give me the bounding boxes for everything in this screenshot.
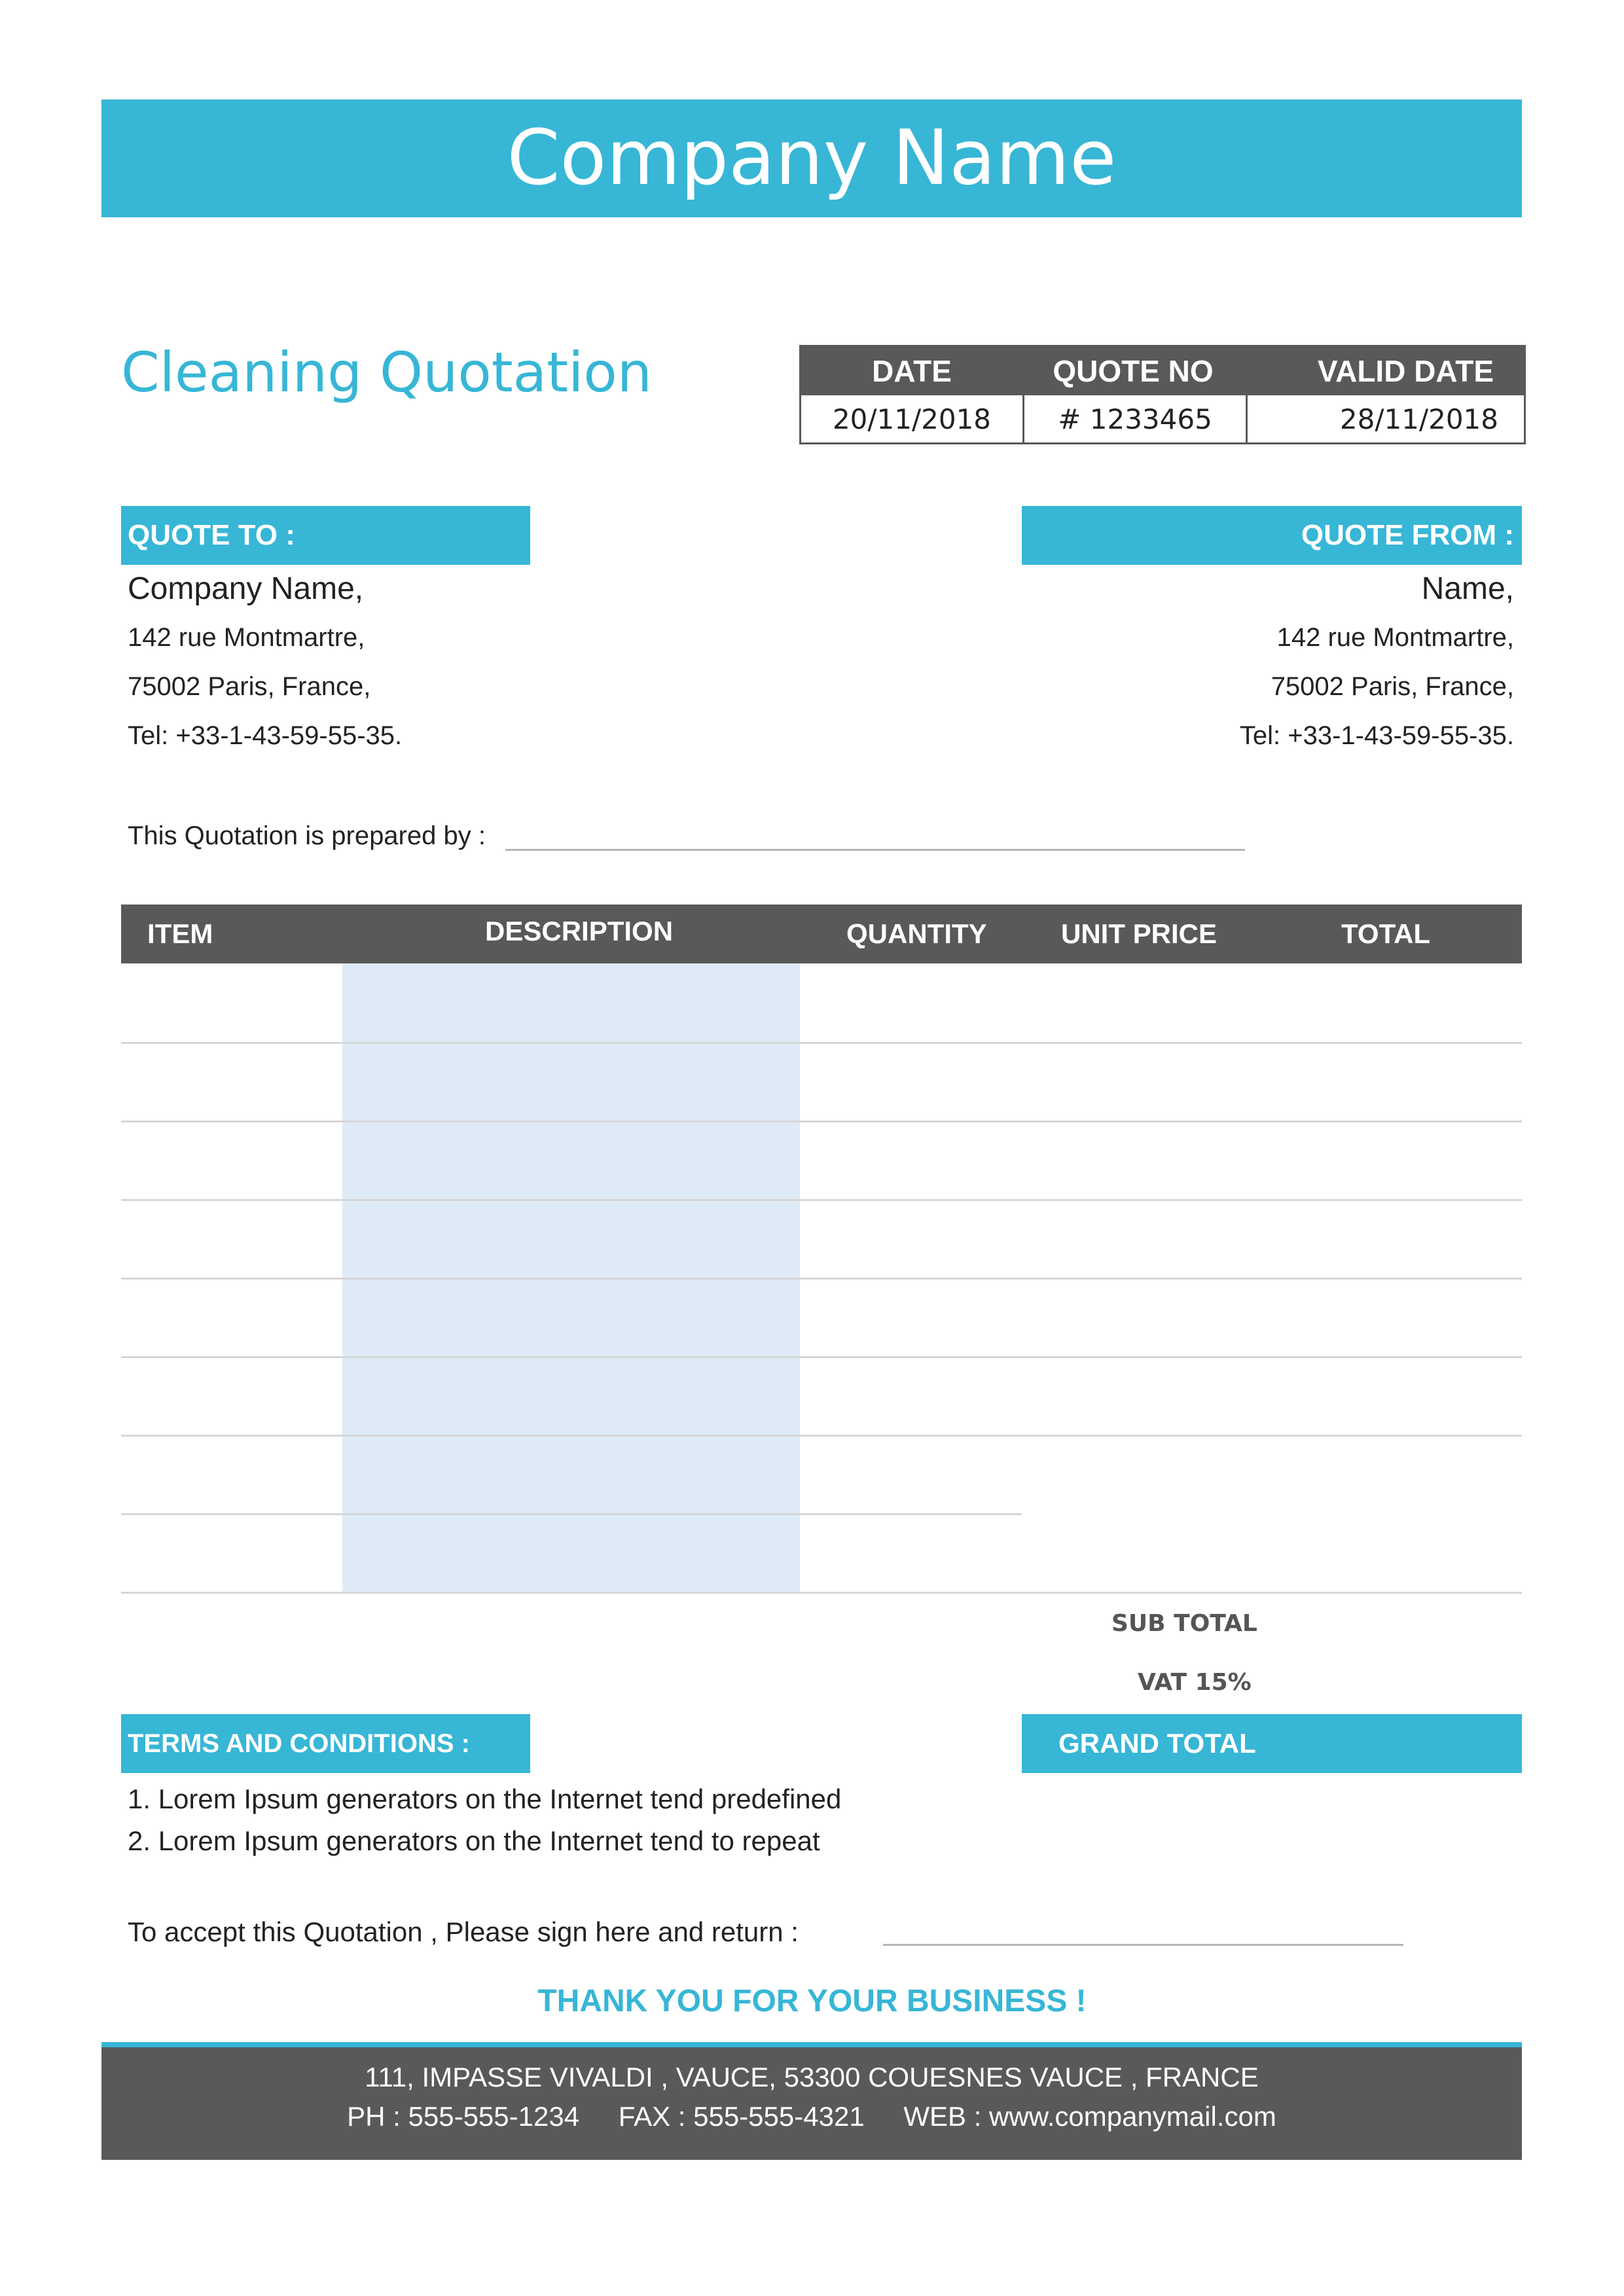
grand-total-label: GRAND TOTAL [1022,1714,1522,1773]
document-title: Cleaning Quotation [121,340,653,404]
footer-contact [101,2101,1522,2132]
terms-item: 2. Lorem Ipsum generators on the Internet tend to repeat [128,1825,820,1856]
quote-from-line1: 142 rue Montmartre, [1276,623,1514,652]
quote-to-name: Company Name, [128,571,364,606]
quote-from-address [1240,564,1514,761]
column-quantity: QUANTITY [846,918,987,949]
column-item: ITEM [147,918,213,949]
column-unit-price: UNIT PRICE [1061,918,1218,949]
quote-to-address [128,564,402,761]
prepared-by-label: This Quotation is prepared by : [128,821,486,850]
footer-address: 111, IMPASSE VIVALDI , VAUCE, 53300 COUESNES VAUCE , FRANCE [365,2062,1259,2092]
quote-meta-table [799,345,1526,444]
table-row[interactable] [121,1513,1022,1515]
quote-to-line2: 75002 Paris, France, [128,672,371,701]
meta-quote-no-value[interactable]: # 1233465 [1022,395,1246,442]
header-banner [101,99,1522,217]
table-row[interactable] [121,1592,1522,1594]
meta-header-date: DATE [872,354,952,388]
meta-date-value[interactable]: 20/11/2018 [832,403,992,435]
quote-to-line1: 142 rue Montmartre, [128,623,365,652]
table-row[interactable] [121,1278,1522,1280]
column-total: TOTAL [1341,918,1431,949]
company-name: Company Name [507,114,1117,202]
vat-label: VAT 15% [1138,1669,1252,1696]
subtotal-label: SUB TOTAL [1111,1610,1257,1637]
terms-list [128,1778,841,1862]
table-row[interactable] [121,1435,1522,1437]
terms-item: 1. Lorem Ipsum generators on the Internet tend predefined [128,1784,842,1814]
table-row[interactable] [121,1356,1522,1358]
quote-from-line3: Tel: +33-1-43-59-55-35. [1239,721,1514,750]
prepared-by-field[interactable] [505,849,1245,851]
terms-label: TERMS AND CONDITIONS : [121,1714,530,1773]
footer-web[interactable]: WEB : www.companymail.com [903,2101,1276,2132]
table-row[interactable] [121,1199,1522,1201]
table-row[interactable] [121,1121,1522,1122]
column-description: DESCRIPTION [485,916,674,946]
thank-you-message: THANK YOU FOR YOUR BUSINESS ! [537,1984,1087,2018]
meta-header-quote-no: QUOTE NO [1053,354,1214,388]
meta-header-valid-date: VALID DATE [1317,354,1494,388]
meta-valid-date-value[interactable]: 28/11/2018 [1246,395,1522,442]
footer-accent-line [101,2042,1522,2047]
footer-phone: PH : 555-555-1234 [347,2101,580,2132]
footer-fax: FAX : 555-555-4321 [618,2101,865,2132]
footer [101,2047,1522,2160]
quote-from-label: QUOTE FROM : [1022,506,1522,565]
table-row[interactable] [121,1042,1522,1044]
meta-value-row [801,395,1524,442]
quote-from-line2: 75002 Paris, France, [1271,672,1514,701]
accept-instruction: To accept this Quotation , Please sign here and return : [128,1916,799,1947]
meta-header-row [801,347,1524,395]
items-table-header [121,905,1522,963]
quote-from-name: Name, [1421,571,1514,606]
signature-field[interactable] [883,1944,1403,1946]
quote-to-label: QUOTE TO : [121,506,530,565]
quote-to-line3: Tel: +33-1-43-59-55-35. [128,721,403,750]
